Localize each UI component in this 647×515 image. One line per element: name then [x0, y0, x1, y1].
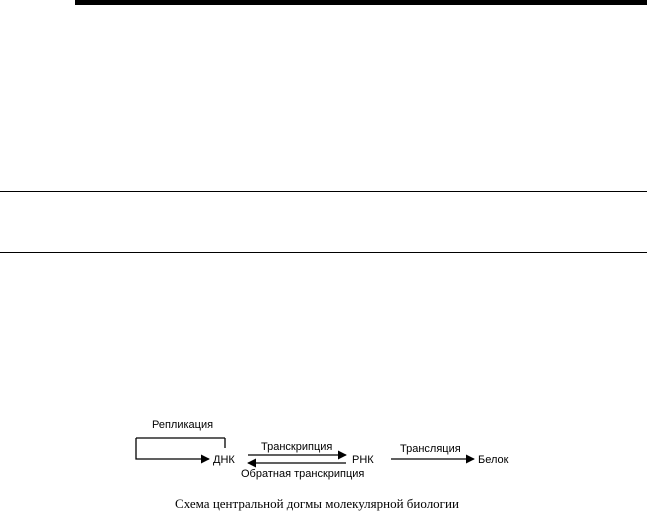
- central-dogma-figure: [122, 412, 512, 515]
- horizontal-rule-lower: [0, 252, 647, 253]
- figure-caption: Схема центральной догмы молекулярной биологии: [175, 496, 459, 511]
- reverse-transcription-label: Обратная транскрипция: [241, 468, 365, 480]
- translation-label: Трансляция: [400, 443, 461, 455]
- horizontal-rule-upper: [0, 191, 647, 192]
- replication-loop-arrow: [136, 438, 225, 459]
- top-black-bar: [75, 0, 647, 5]
- dna-node: ДНК: [213, 454, 235, 466]
- replication-label: Репликация: [152, 419, 214, 431]
- protein-node: Белок: [478, 454, 509, 466]
- rna-node: РНК: [352, 454, 374, 466]
- transcription-label: Транскрипция: [261, 441, 333, 453]
